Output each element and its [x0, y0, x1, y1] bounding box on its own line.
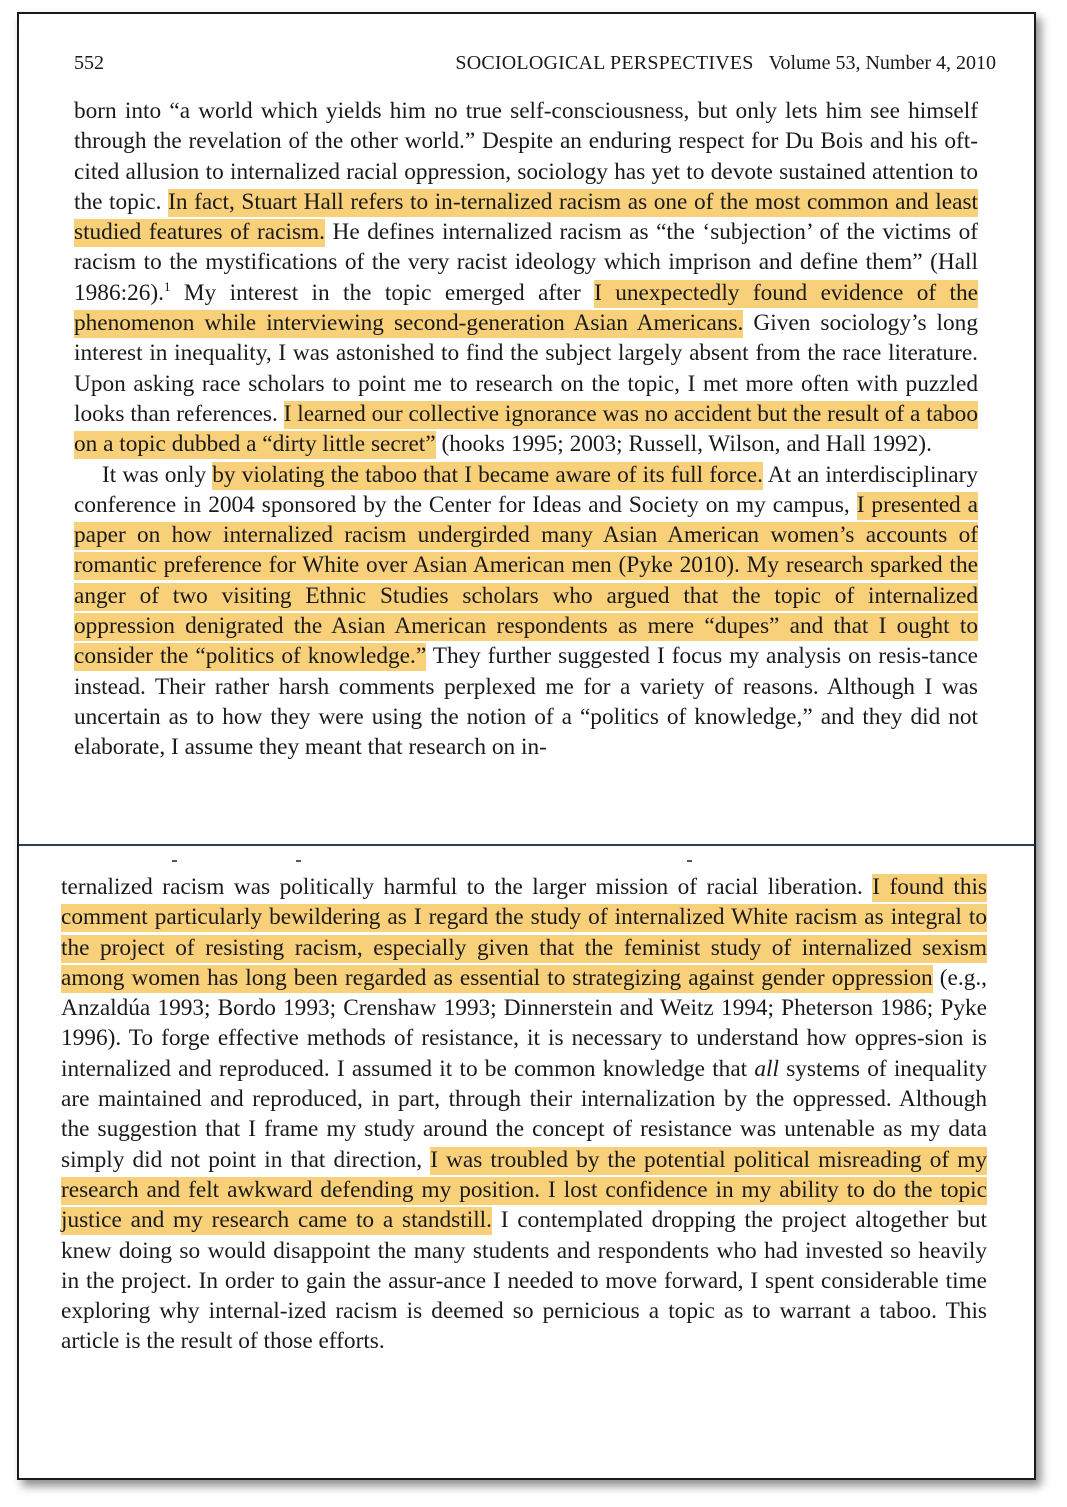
highlight: In fact, Stuart Hall refers to in-ternalized racism as one of the most common and least studied features of racism.	[74, 188, 978, 246]
text-span: (hooks 1995; 2003; Russell, Wilson, and Hall 1992).	[435, 431, 932, 458]
volume-info: Volume 53, Number 4, 2010	[768, 52, 996, 74]
text-span: Given sociology’s long interest in inequality, I was astonished to find the subject largely absent from the race literature. Upon asking race scholars to point me to research on the topic, I met more often with puzzled looks than references.	[74, 310, 978, 427]
paragraph-3	[61, 872, 987, 1357]
text-span: At an interdisciplinary conference in 2004 sponsored by the Center for Ideas and Society on my campus,	[74, 461, 978, 518]
cut-marks	[19, 860, 1036, 868]
page-number: 552	[74, 52, 104, 74]
top-text-column	[74, 96, 978, 763]
page-split-divider	[19, 844, 1036, 846]
running-title	[455, 50, 996, 76]
paragraph-2	[74, 460, 978, 763]
cut-mark	[296, 860, 301, 862]
highlight: by violating the taboo that I became aware of its full force.	[212, 461, 763, 488]
text-span: systems of inequality are maintained and reproduced, in part, through their internalization by the oppressed. Although the suggestion that I frame my study around the concept of resistance was untenable as my data simply did not point in that direction,	[61, 1055, 987, 1173]
cut-mark	[687, 860, 692, 862]
text-span: born into “a world which yields him no true self-consciousness, but only lets him see himself through the revelation of the other world.” Despite an enduring respect for Du Bois and his oft-cited allusion to internalized racial oppression, sociology has yet to devote sustained attention to the topic.	[74, 98, 978, 215]
highlight: I learned our collective ignorance was no accident but the result of a taboo on a topic dubbed a “dirty little secret”	[74, 400, 978, 458]
text-span: They further suggested I focus my analysis on resis-tance instead. Their rather harsh comments perplexed me for a variety of reasons. Although I was uncertain as to how they were using the notion of a “politics of knowledge,” and they did not elaborate, I assume they meant that research on in-	[74, 643, 979, 761]
footnote-marker: 1	[163, 278, 171, 294]
highlight: I was troubled by the potential political misreading of my research and felt awkward defending my position. I lost confidence in my ability to do the topic justice and my research came to a standstill.	[61, 1146, 987, 1234]
journal-title: SOCIOLOGICAL PERSPECTIVES	[455, 52, 754, 74]
highlight: I presented a paper on how internalized racism undergirded many Asian American women’s accounts of romantic preference for White over Asian American men (Pyke 2010). My research sparked the anger of two visiting Ethnic Studies scholars who argued that the topic of internalized oppression denigrated the Asian American respondents as mere “dupes” and that I ought to consider the “politics of knowledge.”	[74, 491, 978, 670]
document-page	[17, 12, 1036, 1480]
bottom-text-column	[61, 872, 987, 1357]
text-span: He defines internalized racism as “the ‘subjection’ of the victims of racism to the mystifications of the very racist ideology which imprison and define them” (Hall 1986:26).	[74, 219, 978, 306]
text-span: It was only	[102, 461, 213, 488]
highlight: I found this comment particularly bewildering as I regard the study of internalized White racism as integral to the project of resisting racism, especially given that the feminist study of internalized sexism among women has long been regarded as essential to strategizing against gender oppression	[61, 874, 988, 991]
text-span: ternalized racism was politically harmful to the larger mission of racial liberation.	[61, 874, 873, 900]
emphasis: all	[754, 1055, 779, 1082]
text-span: My interest in the topic emerged after	[170, 279, 595, 306]
text-span: I contemplated dropping the project altogether but knew doing so would disappoint the many students and respondents who had invested so heavily in the project. In order to gain the assur-ance I needed to move forward, I spent considerable time exploring why internal-ized racism is deemed so pernicious a topic as to warrant a taboo. This article is the result of those efforts.	[61, 1207, 987, 1355]
highlight: I unexpectedly found evidence of the phenomenon while interviewing second-generation Asian Americans.	[74, 279, 979, 337]
cut-mark	[172, 860, 177, 862]
paragraph-1	[74, 96, 978, 460]
text-span: (e.g., Anzaldúa 1993; Bordo 1993; Crenshaw 1993; Dinnerstein and Weitz 1994; Pheterson 1986; Pyke 1996). To forge effective methods of resistance, it is necessary to understand how oppres-sion is internalized and reproduced. I assumed it to be common knowledge that	[61, 964, 988, 1082]
